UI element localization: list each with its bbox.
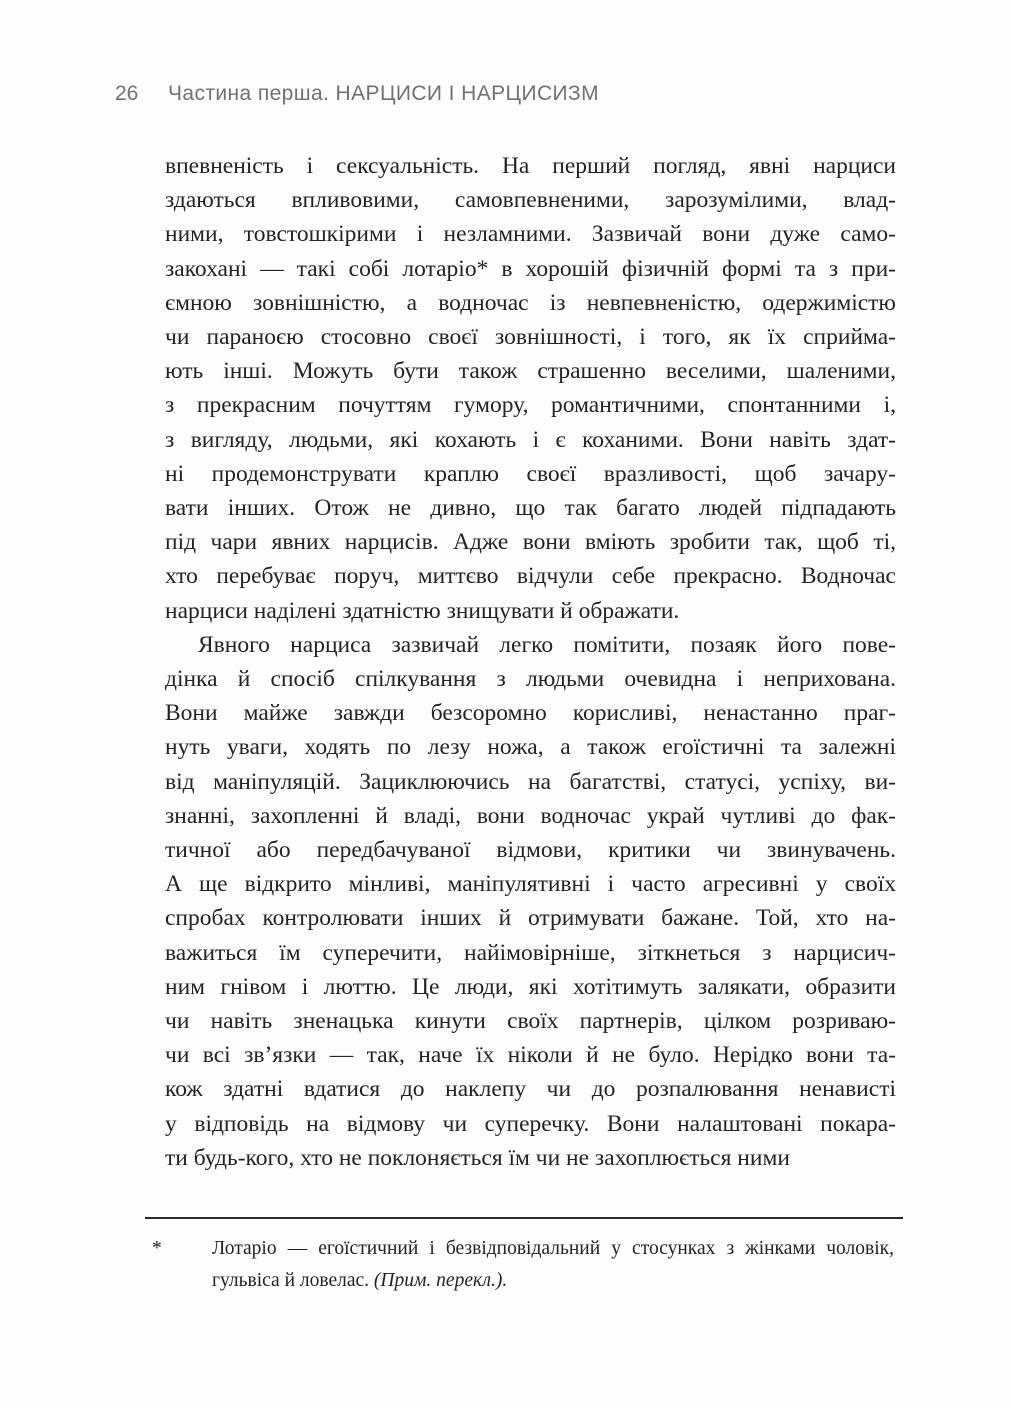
text-line: під чари явних нарцисів. Адже вони вміють зробити так, щоб ті,	[165, 529, 896, 556]
text-line: впевненість і сексуальність. На перший погляд, явні нарциси	[165, 153, 896, 179]
text-line: знанні, захопленні й владі, вони водночас украй чутливі до фак-	[165, 802, 896, 829]
body-text	[165, 149, 896, 1175]
footnote-line	[212, 1265, 894, 1297]
text-line: ним гнівом і люттю. Це люди, які хотітимуть залякати, образити	[165, 973, 896, 1000]
text-line: нуть уваги, ходять по лезу ножа, а також егоїстичні та залежні	[165, 734, 896, 761]
text-line: хто перебуває поруч, миттєво відчули себе прекрасно. Водночас	[165, 563, 896, 590]
text-line: дінка й спосіб спілкування з людьми очевидна і неприхована.	[165, 666, 896, 693]
footnote	[150, 1233, 898, 1297]
text-line: спробах контролювати інших й отримувати бажане. Той, хто на-	[165, 905, 896, 932]
text-line: тичної або передбачуваної відмови, критики чи звинувачень.	[165, 837, 896, 864]
text-line: А ще відкрито мінливі, маніпулятивні і часто агресивні у своїх	[165, 871, 896, 898]
text-line: кож здатні вдатися до наклепу чи до розпалювання ненависті	[165, 1076, 896, 1103]
footnote-segment: Лотаріо — егоїстичний і безвідповідальний у стосунках з жінками чоловік,	[212, 1238, 894, 1259]
text-line: Вони майже завжди безсоромно корисливі, ненастанно праг-	[165, 700, 896, 727]
text-line: від маніпуляцій. Зациклюючись на багатстві, статусі, успіху, ви-	[165, 768, 896, 795]
text-line: чи всі зв’язки — так, наче їх ніколи й не було. Нерідко вони та-	[165, 1042, 896, 1069]
footnote-rule	[145, 1217, 903, 1219]
text-line: ні продемонструвати краплю своєї вразливості, щоб зачару-	[165, 460, 896, 487]
text-line: важиться їм суперечити, найімовірніше, зіткнеться з нарцисич-	[165, 939, 896, 966]
text-line: ними, товстошкірими і незламними. Зазвичай вони дуже само-	[165, 221, 896, 248]
text-line: ти будь-кого, хто не поклоняється їм чи не захоплюється ними	[165, 1144, 790, 1171]
text-line: ють інші. Можуть бути також страшенно веселими, шаленими,	[165, 358, 896, 385]
text-line: чи навіть зненацька кинути своїх партнерів, цілком розриваю-	[165, 1008, 896, 1035]
text-line: ємною зовнішністю, а водночас із невпевненістю, одержимістю	[165, 289, 896, 316]
footnote-text	[212, 1233, 894, 1297]
footnote-line	[212, 1233, 894, 1265]
text-line: з прекрасним почуттям гумору, романтичними, спонтанними і,	[165, 392, 896, 419]
footnote-italic-segment: (Прим. перекл.).	[373, 1270, 508, 1291]
footnote-segment: гульвіса й ловелас.	[212, 1270, 374, 1291]
text-line: здаються впливовими, самовпевненими, зарозумілими, влад-	[165, 187, 896, 214]
page-number: 26	[115, 82, 139, 105]
text-line: вати інших. Отож не дивно, що так багато людей підпадають	[165, 495, 896, 522]
text-line: з вигляду, людьми, які кохають і є коханими. Вони навіть здат-	[165, 426, 896, 453]
text-line: у відповідь на відмову чи суперечку. Вони налаштовані покара-	[165, 1110, 896, 1137]
text-line: Явного нарциса зазвичай легко помітити, позаяк його пове-	[198, 631, 896, 658]
text-line: нарциси наділені здатністю знищувати й ображати.	[165, 597, 680, 624]
running-header	[115, 82, 902, 106]
text-line: чи параноєю стосовно своєї зовнішності, і того, як їх сприйма-	[165, 324, 896, 351]
text-line: закохані — такі собі лотаріо* в хорошій фізичній формі та з при-	[165, 255, 896, 282]
running-head-title: Частина перша. НАРЦИСИ І НАРЦИСИЗМ	[168, 82, 599, 105]
footnote-marker: *	[152, 1238, 162, 1259]
